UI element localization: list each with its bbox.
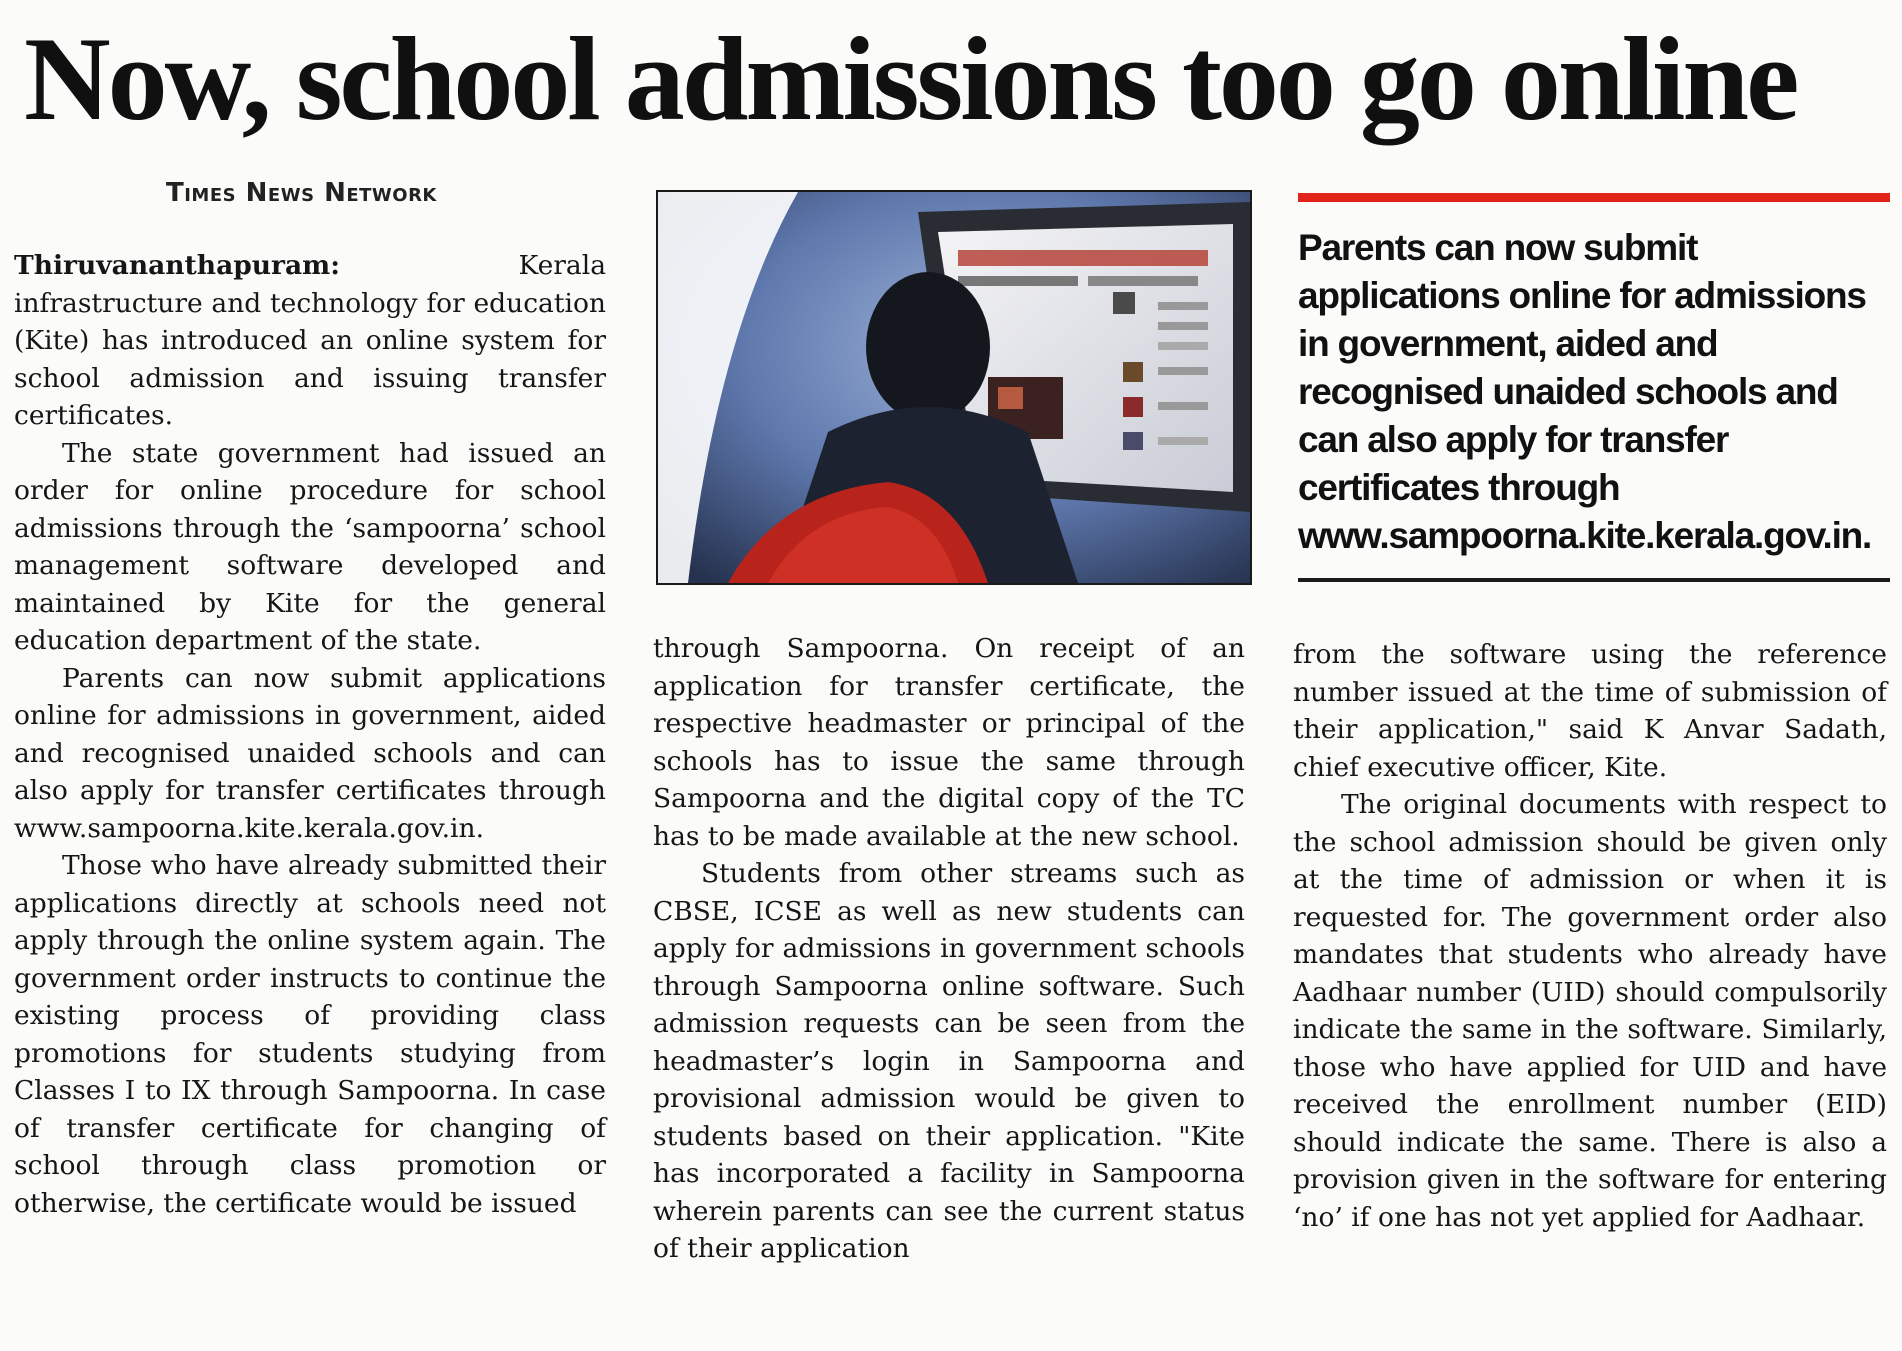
article-paragraph: Students from other streams such as CBSE, ICSE as well as new students can apply for admissions in government schools through Sampoorna online software. Such admission requests can be seen from the headmaster’s login in Sampoorna and provisional admission would be given to students based on their application. "Kite has incorporated a facility in Sampoorna wherein parents can see the current status of their application [653,858,1245,1264]
article-paragraph: from the software using the reference number issued at the time of submission of their application," said K Anvar Sadath, chief executive officer, Kite. [1293,639,1887,783]
article-column-2 [653,630,1245,1268]
article-paragraph: through Sampoorna. On receipt of an application for transfer certificate, the respective headmaster or principal of the schools has to issue the same through Sampoorna and the digital copy of the TC has to be made available at the new school. [653,633,1245,852]
headline: Now, school admissions too go online [24,12,1797,145]
article-paragraph: Thiruvananthapuram: Kerala infrastructure and technology for education (Kite) has introduced an online system for school admission and issuing transfer certificates. [14,250,606,431]
callout-bottom-rule [1298,578,1890,582]
article-paragraph: The state government had issued an order for online procedure for school admissions through the ‘sampoorna’ school management software developed and maintained by Kite for the general education department of the state. [14,437,606,656]
article-photo [656,190,1252,585]
article-paragraph: Those who have already submitted their applications directly at schools need not apply through the online system again. The government order instructs to continue the existing process of providing class promotions for students studying from Classes I to IX through Sampoorna. In case of transfer certificate for changing of school through class promotion or otherwise, the certificate would be issued [14,850,606,1219]
article-column-1 [14,247,606,1222]
article-paragraph: The original documents with respect to the school admission should be given only at the time of admission or when it is requested for. The government order also mandates that students who already have Aadhaar number (UID) should compulsorily indicate the same in the software. Similarly, those who have applied for UID and have received the enrollment number (EID) should indicate the same. There is also a provision given in the software for entering ‘no’ if one has not yet applied for Aadhaar. [1293,789,1887,1233]
callout-accent-rule [1298,193,1890,202]
person-at-computer-image [658,192,1250,583]
article-paragraph: Parents can now submit applications online for admissions in government, aided and recognised unaided schools and can also apply for transfer certificates through www.sampoorna.kite.kerala.gov.in. [14,662,606,844]
article-column-3 [1293,636,1887,1236]
byline: Times News Network [166,178,437,208]
callout-quote: Parents can now submit applications online for admissions in government, aided and recognised unaided schools and can also apply for transfer certificates through www.sampoorna.kite.kerala.gov.in. [1298,227,1872,556]
dateline: Thiruvananthapuram: [14,250,340,281]
